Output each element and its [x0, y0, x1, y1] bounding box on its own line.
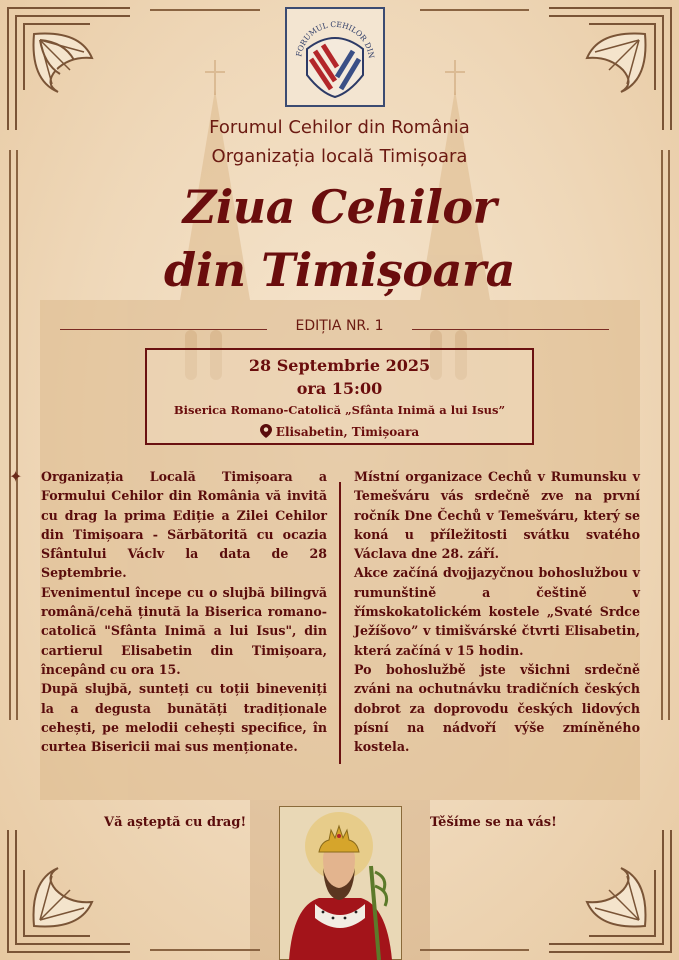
- saint-wenceslas-portrait: [279, 806, 402, 960]
- org-branch: Organizația locală Timișoara: [211, 146, 468, 167]
- romanian-text: [41, 467, 327, 756]
- ro-closing: Vă așteptă cu drag!: [104, 815, 247, 830]
- corner-ornament-bottom-right: [539, 820, 679, 960]
- corner-ornament-bottom-left: [0, 820, 140, 960]
- heraldic-crest-icon: [287, 9, 383, 105]
- org-name: Forumul Cehilor din România: [209, 117, 470, 138]
- ro-paragraph-3: După slujbă, sunteți cu toții bineveniți la a degusta bunătăți tradiționale cehești, pe melodii cehești specifice, în curtea Bisericii mai sus menționate.: [41, 681, 327, 755]
- event-venue: Biserica Romano-Catolică „Sfânta Inimă a lui Isus”: [173, 403, 506, 417]
- column-divider: [339, 482, 341, 764]
- logo-ring-text: FORUMUL CEHILOR DIN: [294, 19, 376, 59]
- cz-closing: Těšíme se na vás!: [430, 815, 557, 830]
- cz-paragraph-2: Akce začíná dvojjazyčnou bohoslužbou v rumunštině a češtině v římskokatolickém kostele „Svaté Srdce Ježíšovo” v timišvárské čtvrti Elisabetin, která začíná v 15 hodin.: [354, 565, 640, 658]
- event-date: 28 Septembrie 2025: [248, 356, 431, 375]
- location-text: Elisabetin, Timișoara: [275, 425, 420, 439]
- event-info-box: [145, 348, 534, 445]
- title-line1: Ziua Cehilor: [182, 180, 497, 234]
- title-line2: din Timișoara: [164, 243, 515, 297]
- edition-label: EDIȚIA NR. 1: [295, 318, 384, 334]
- sparkle-icon: ✦: [9, 467, 23, 486]
- czech-text: [354, 467, 640, 756]
- ro-paragraph-2: Evenimentul începe cu o slujbă bilingvă română/cehă ținută la Biserica romano-catolică "Sfânta Inimă a lui Isus", din cartierul Elisabetin din Timișoara, începând cu ora 15.: [41, 584, 327, 677]
- map-pin-icon: [260, 424, 272, 438]
- event-location: [147, 424, 532, 439]
- cz-paragraph-1: Místní organizace Cechů v Rumunsku v Temešváru vás srdečně zve na první ročník Dne Čechů v Temešváru, který se koná u příležitosti svátku svatého Václava dne 28. září.: [354, 469, 640, 562]
- ro-paragraph-1: Organizația Locală Timișoara a Formului Cehilor din România vă invită cu drag la prima Ediție a Zilei Cehilor din Timișoara - Sărbătorită cu ocazia Sfântului Václv la data de 28 Septembrie.: [41, 469, 327, 581]
- forum-logo: [285, 7, 385, 107]
- event-time: ora 15:00: [296, 379, 383, 398]
- cz-paragraph-3: Po bohoslužbě jste všichni srdečně zváni na ochutnávku tradičních českých dobrot za doprovodu českých lidových písní na nádvoří výše zmíněného kostela.: [354, 661, 640, 755]
